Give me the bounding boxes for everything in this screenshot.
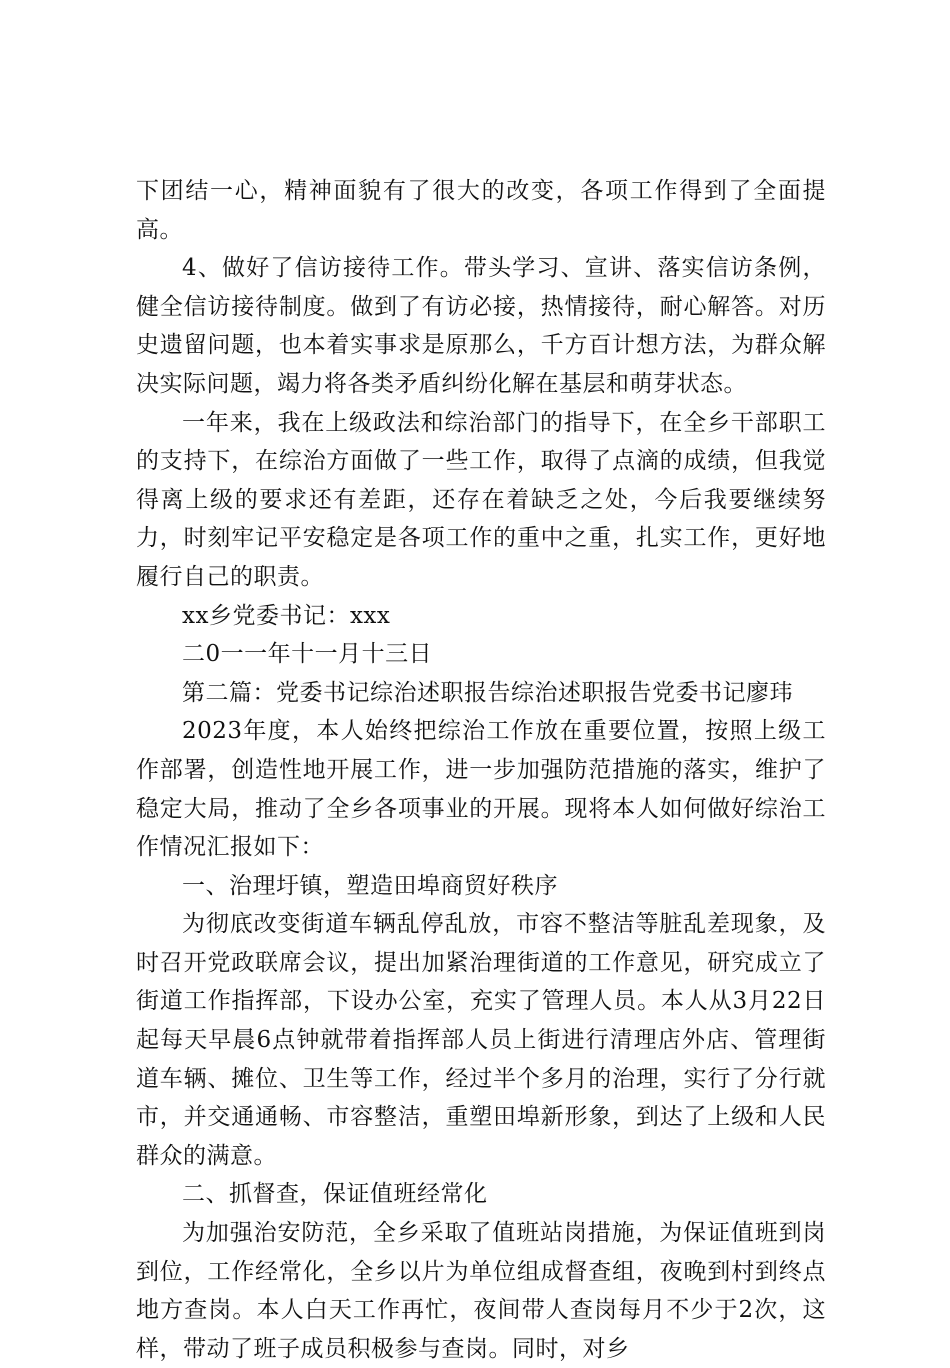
signature-line: xx乡党委书记：xxx <box>182 602 391 629</box>
paragraph: 一年来，我在上级政法和综治部门的指导下，在全乡干部职工的支持下，在综治方面做了一些工作，取得了点滴的成绩，但我觉得离上级的要求还有差距，还存在着缺乏之处，今后我要继续努力，时刻牢记平安稳定是各项工作的重中之重，扎实工作，更好地履行自己的职责。 <box>136 409 826 590</box>
paragraph: 2023年度，本人始终把综治工作放在重要位置，按照上级工作部署，创造性地开展工作，进一步加强防范措施的落实，维护了稳定大局，推动了全乡各项事业的开展。现将本人如何做好综治工作情况汇报如下： <box>136 718 826 861</box>
document-body <box>136 172 826 1368</box>
paragraph: 为加强治安防范，全乡采取了值班站岗措施，为保证值班到岗到位，工作经常化，全乡以片为单位组成督查组，夜晚到村到终点地方查岗。本人白天工作再忙，夜间带人查岗每月不少于2次，这样，带动了班子成员积极参与查岗。同时，对乡 <box>136 1220 826 1362</box>
date-line: 二0一一年十一月十三日 <box>182 641 433 668</box>
heading: 一、治理圩镇，塑造田埠商贸好秩序 <box>182 872 558 899</box>
paragraph: 为彻底改变街道车辆乱停乱放，市容不整洁等脏乱差现象，及时召开党政联席会议，提出加紧治理街道的工作意见，研究成立了街道工作指挥部，下设办公室，充实了管理人员。本人从3月22日起每天早晨6点钟就带着指挥部人员上街进行清理店外店、管理街道车辆、摊位、卫生等工作，经过半个多月的治理，实行了分行就市，并交通通畅、市容整洁，重塑田埠新形象，到达了上级和人民群众的满意。 <box>136 911 826 1169</box>
heading: 二、抓督查，保证值班经常化 <box>182 1181 488 1208</box>
section-title: 第二篇：党委书记综治述职报告综治述职报告党委书记廖玮 <box>182 679 793 706</box>
paragraph: 4、做好了信访接待工作。带头学习、宣讲、落实信访条例，健全信访接待制度。做到了有访必接，热情接待，耐心解答。对历史遗留问题，也本着实事求是原那么，千方百计想方法，为群众解决实际问题，竭力将各类矛盾纠纷化解在基层和萌芽状态。 <box>136 255 826 397</box>
paragraph: 下团结一心，精神面貌有了很大的改变，各项工作得到了全面提高。 <box>136 178 826 243</box>
